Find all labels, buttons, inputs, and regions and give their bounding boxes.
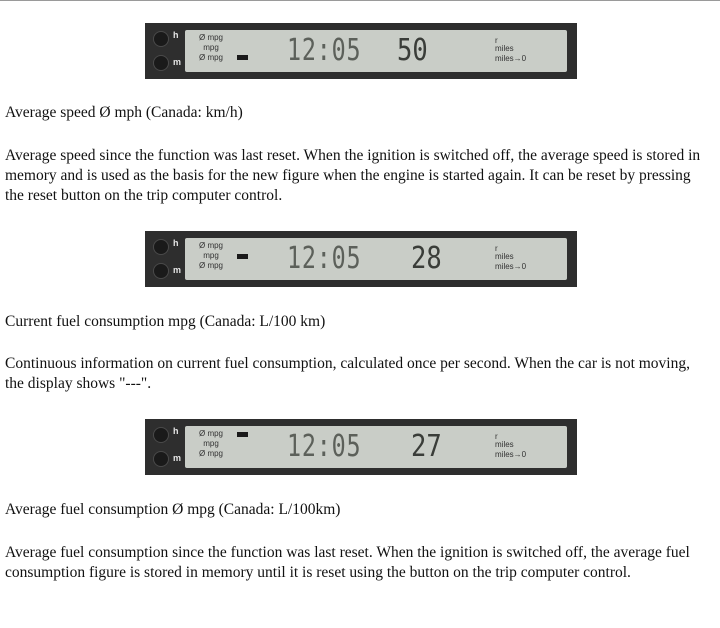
section-current-consumption [5,312,710,332]
unit-miles: miles [495,252,514,261]
unit-block [495,244,526,272]
clock-readout: 12:05 [287,241,362,276]
hour-label: h [173,30,179,40]
mode-average-mpg: Ø mpg [199,429,224,438]
value-readout: 50 [397,33,428,68]
lcd-screen [185,30,567,72]
minute-knob-icon [153,55,169,71]
mode-average-mpg: Ø mpg [199,33,224,42]
mode-average-mpg-2: Ø mpg [199,261,224,270]
minute-label: m [173,57,182,67]
trip-computer-display-current-consumption [145,231,577,287]
section-average-speed-body [5,146,710,206]
unit-block [495,36,526,64]
lcd-screen [185,426,567,468]
minute-label: m [173,453,182,463]
clock-readout: 12:05 [287,429,362,464]
unit-tick: r [495,244,498,253]
hour-label: h [173,426,179,436]
section-average-speed [5,103,710,123]
active-mode-indicator-icon [237,254,248,259]
value-readout: 27 [411,429,442,464]
mode-average-mpg-2: Ø mpg [199,449,224,458]
unit-reset: miles→0 [495,450,527,459]
section-average-consumption-body [5,543,710,583]
mode-list [199,33,223,63]
value-readout: 28 [411,241,442,276]
mode-average-mpg-2: Ø mpg [199,53,224,62]
mode-current-mpg: mpg [203,43,219,52]
section-paragraph: Average fuel consumption since the function was last reset. When the ignition is switched off, the average fuel consumption figure is stored in memory until it is reset using the button on the trip computer control. [5,544,690,581]
section-paragraph: Average speed since the function was last reset. When the ignition is switched off, the average speed is stored in memory and is used as the basis for the new figure when the engine is started again. It can be reset by pressing the reset button on the trip computer control. [5,147,701,204]
unit-reset: miles→0 [495,54,527,63]
minute-knob-icon [153,263,169,279]
trip-computer-display-average-consumption [145,419,577,475]
section-heading: Average speed Ø mph (Canada: km/h) [5,104,243,121]
unit-reset: miles→0 [495,262,527,271]
mode-list [199,429,223,459]
hour-knob-icon [153,31,169,47]
clock-readout: 12:05 [287,33,362,68]
section-heading: Average fuel consumption Ø mpg (Canada: L/100km) [5,501,341,518]
page-top-rule [0,0,720,1]
unit-miles: miles [495,440,514,449]
lcd-screen [185,238,567,280]
unit-tick: r [495,36,498,45]
mode-average-mpg: Ø mpg [199,241,224,250]
hour-label: h [173,238,179,248]
hour-knob-icon [153,427,169,443]
mode-current-mpg: mpg [203,439,219,448]
minute-label: m [173,265,182,275]
trip-computer-display-average-speed [145,23,577,79]
mode-list [199,241,223,271]
active-mode-indicator-icon [237,55,248,60]
mode-current-mpg: mpg [203,251,219,260]
section-current-consumption-body [5,354,710,394]
active-mode-indicator-icon [237,432,248,437]
unit-block [495,432,526,460]
section-heading: Current fuel consumption mpg (Canada: L/100 km) [5,313,326,330]
minute-knob-icon [153,451,169,467]
section-average-consumption [5,500,710,520]
section-paragraph: Continuous information on current fuel consumption, calculated once per second. When the car is not moving, the display shows "---". [5,355,690,392]
unit-tick: r [495,432,498,441]
hour-knob-icon [153,239,169,255]
unit-miles: miles [495,44,514,53]
